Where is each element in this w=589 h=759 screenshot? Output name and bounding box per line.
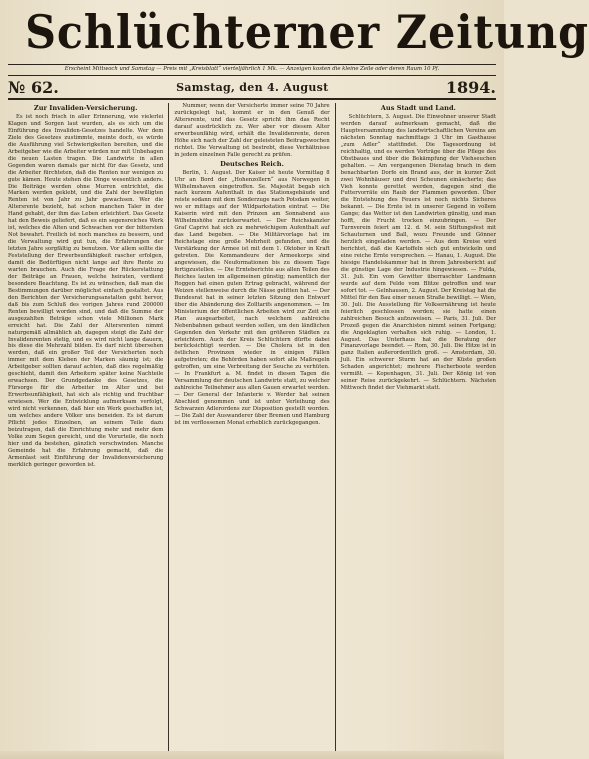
issue-year: 1894.: [445, 77, 496, 97]
article-body: Es ist noch frisch in aller Erinnerung, wie vielerlei Klagen und Sorgen laut wurden, als es sich um die Einführung des Invaliden-Gesetzes handelte. Wer dem Ziele des Gesetzes zustimmte, meinte doch, es würde die Ausführung viel Schwierigkeiten bereiten, und die Arbeitgeber wie die Arbeiter würden nur mit Unbehagen die neuen Lasten tragen. Die Landwirte in allen Gegenden waren damals gar nicht für das Gesetz, und die Arbeiter fürchteten, daß die Renten nur wenigen zu gute kämen. Heute stehen die Dinge wesentlich anders. Die Beiträge werden ohne Murren entrichtet, die Marken werden geklebt, und die Zahl der bewilligten Renten ist von Jahr zu Jahr gewachsen. Wer die Altersrente bezieht, hat schon manchen Taler in der Hand gehabt, der ihm das Leben erleichtert. Das Gesetz hat den Beweis geliefert, daß es ein segensreiches Werk ist, welches die Alten und Schwachen vor der bittersten Not bewahrt. Freilich ist noch manches zu bessern, und die Verwaltung wird gut tun, die Erfahrungen der letzten Jahre sorgfältig zu benutzen. Vor allem sollte die Feststellung der Erwerbsunfähigkeit rascher erfolgen, damit die Bedürftigen nicht lange auf ihre Rente zu warten brauchen. Auch die Frage der Rückerstattung der Beiträge an Frauen, welche heiraten, verdient besondere Beachtung. Es ist zu wünschen, daß man die Bestimmungen darüber möglichst einfach gestaltet. Aus den Berichten der Versicherungsanstalten geht hervor, daß bis zum Schluß des vorigen Jahres rund 200000 Renten bewilligt worden sind, und daß die Summe der ausgezahlten Beträge schon viele Millionen Mark erreicht hat. Die Zahl der Altersrenten nimmt naturgemäß allmählich ab, dagegen steigt die Zahl der Invalidenrenten stetig, und es wird nicht lange dauern, bis diese die Mehrzahl bilden. Es darf nicht übersehen werden, daß ein großer Teil der Versicherten noch immer mit dem Kleben der Marken säumig ist; die Arbeitgeber sollten darauf achten, daß dies regelmäßig geschieht, damit den Arbeitern später keine Nachteile erwachsen. Der Grundgedanke des Gesetzes, die Fürsorge für die Arbeiter im Alter und bei Erwerbsunfähigkeit, hat sich als richtig und fruchtbar erwiesen. Wer die Entwicklung aufmerksam verfolgt, wird nicht verkennen, daß hier ein Werk geschaffen ist, um welches andere Völker uns beneiden. Es ist darum Pflicht jedes Einzelnen, an seinem Teile dazu beizutragen, daß die Einrichtung mehr und mehr dem Volke zum Segen gereicht, und die Vorurteile, die noch hier und da bestehen, gänzlich verschwinden. Manche Gemeinde hat die Erfahrung gemacht, daß die Armenlast seit Einführung der Invalidenversicherung merklich geringer geworden ist.: [8, 114, 164, 468]
column-2: [174, 103, 329, 755]
masthead-subline: Erscheint Mittwoch und Samstag — Preis mit „Kreisblatt“ vierteljährlich 1 Mk. — Anzeigen kosten die kleine Zeile oder deren Raum 10 Pf.: [8, 64, 496, 76]
column-3: [341, 103, 496, 755]
column-1: [8, 103, 163, 755]
article-columns: [8, 103, 496, 755]
dateline: [8, 76, 496, 100]
article-heading: Aus Stadt und Land.: [380, 104, 456, 112]
masthead-title: Schlüchterner Zeitung: [25, 5, 589, 59]
page-bottom-edge: [0, 751, 504, 759]
article-body: Schlüchtern, 3. August. Die Einwohner unserer Stadt werden darauf aufmerksam gemacht, daß die Hauptversammlung des landwirtschaftlichen Vereins am nächsten Sonntag nachmittags 3 Uhr im Gasthause „zum Adler“ stattfindet. Die Tagesordnung ist reichhaltig, und es werden Vorträge über die Pflege des Obstbaues und über die Bekämpfung der Viehseuchen gehalten. — Am vergangenen Dienstag brach in dem benachbarten Dorfe ein Brand aus, der in kurzer Zeit zwei Wohnhäuser und drei Scheunen einäscherte; das Vieh konnte gerettet werden, dagegen sind die Futtervorräte ein Raub der Flammen geworden. Über die Entstehung des Feuers ist noch nichts Sicheres bekannt. — Die Ernte ist in unserer Gegend in vollem Gange; das Wetter ist den Landwirten günstig, und man hofft, die Frucht trocken einzubringen. — Der Turnverein feiert am 12. d. M. sein Stiftungsfest mit Schauturnen und Ball, wozu Freunde und Gönner herzlich eingeladen werden. — Aus dem Kreise wird berichtet, daß die Kartoffeln sich gut entwickeln und eine reiche Ernte versprechen. — Hanau, 1. August. Die hiesige Handelskammer hat in ihrem Jahresbericht auf die günstige Lage der Industrie hingewiesen. — Fulda, 31. Juli. Ein vom Gewitter überraschter Landmann wurde auf dem Felde vom Blitze getroffen und war sofort tot. — Gelnhausen, 2. August. Der Kreistag hat die Mittel für den Bau einer neuen Straße bewilligt. — Wien, 30. Juli. Die Ausstellung für Volksernährung ist heute feierlich geschlossen worden; sie hatte einen zahlreichen Besuch aufzuweisen. — Paris, 31. Juli. Der Prozeß gegen die Anarchisten nimmt seinen Fortgang; die Angeklagten verhalten sich ruhig. — London, 1. August. Das Unterhaus hat die Beratung der Finanzvorlage beendet. — Rom, 30. Juli. Die Hitze ist in ganz Italien außerordentlich groß. — Amsterdam, 30. Juli. Ein schwerer Sturm hat an der Küste großen Schaden angerichtet; mehrere Fischerboote werden vermißt. — Kopenhagen, 31. Juli. Der König ist von seiner Reise zurückgekehrt. — Schlüchtern. Nächsten Mittwoch findet der Viehmarkt statt.: [340, 114, 496, 392]
issue-date: Samstag, den 4. August: [176, 80, 329, 94]
issue-number: № 62.: [8, 77, 59, 97]
article-heading: Zur Invaliden-Versicherung.: [33, 104, 138, 112]
article-body: Nummer, wenn der Versicherte immer seine 70 Jahre zurückgelegt hat, kommt er in den Genuß der Altersrente, und das Gesetz spricht ihm das Recht darauf ausdrücklich zu. Wer aber vor diesem Alter erwerbsunfähig wird, erhält die Invalidenrente, deren Höhe sich nach der Zahl der geleisteten Beitragswochen richtet. Die Verwaltung ist bestrebt, diese Verhältnisse in jedem einzelnen Falle gerecht zu prüfen.: [174, 103, 330, 158]
article-heading: Deutsches Reich.: [220, 159, 284, 168]
column-divider: [168, 103, 169, 755]
column-divider: [335, 103, 336, 755]
article-body: Berlin, 1. August. Der Kaiser ist heute Vormittag 8 Uhr an Bord der „Hohenzollern“ aus Norwegen in Wilhelmshaven eingetroffen. Se. Majestät begab sich nach kurzem Aufenthalt in das Stationsgebäude und reiste sodann mit dem Sonderzuge nach Potsdam weiter, wo er mittags auf der Wildparkstation eintraf. — Die Kaiserin wird mit den Prinzen am Sonnabend aus Wilhelmshöhe zurückerwartet. — Der Reichskanzler Graf Caprivi hat sich zu mehrwöchigem Aufenthalt auf das Land begeben. — Die Militärvorlage hat im Reichstage eine große Mehrheit gefunden, und die Verstärkung der Armee ist mit dem 1. Oktober in Kraft getreten. Die Kommandeure der Armeekorps sind angewiesen, die Neuformationen bis zu diesem Tage fertigzustellen. — Die Ernteberichte aus allen Teilen des Reiches lauten im allgemeinen günstig; namentlich der Roggen hat einen guten Ertrag gebracht, während der Weizen stellenweise durch die Nässe gelitten hat. — Der Bundesrat hat in seiner letzten Sitzung den Entwurf über die Abänderung des Zolltarifs angenommen. — Im Ministerium der öffentlichen Arbeiten wird zur Zeit ein Plan ausgearbeitet, nach welchem zahlreiche Nebenbahnen gebaut werden sollen, um den ländlichen Gegenden den Verkehr mit den größeren Städten zu erleichtern. Auch der Kreis Schlüchtern dürfte dabei berücksichtigt werden. — Die Cholera ist in den östlichen Provinzen wieder in einigen Fällen aufgetreten; die Behörden haben sofort alle Maßregeln getroffen, um eine Verbreitung der Seuche zu verhüten. — In Frankfurt a. M. findet in diesen Tagen die Versammlung der deutschen Landwirte statt, zu welcher zahlreiche Teilnehmer aus allen Gauen erwartet werden. — Der General der Infanterie v. Werder hat seinen Abschied genommen und ist unter Verleihung des Schwarzen Adlerordens zur Disposition gestellt worden. — Die Zahl der Auswanderer über Bremen und Hamburg ist im verflossenen Monat erheblich zurückgegangen.: [174, 169, 330, 426]
